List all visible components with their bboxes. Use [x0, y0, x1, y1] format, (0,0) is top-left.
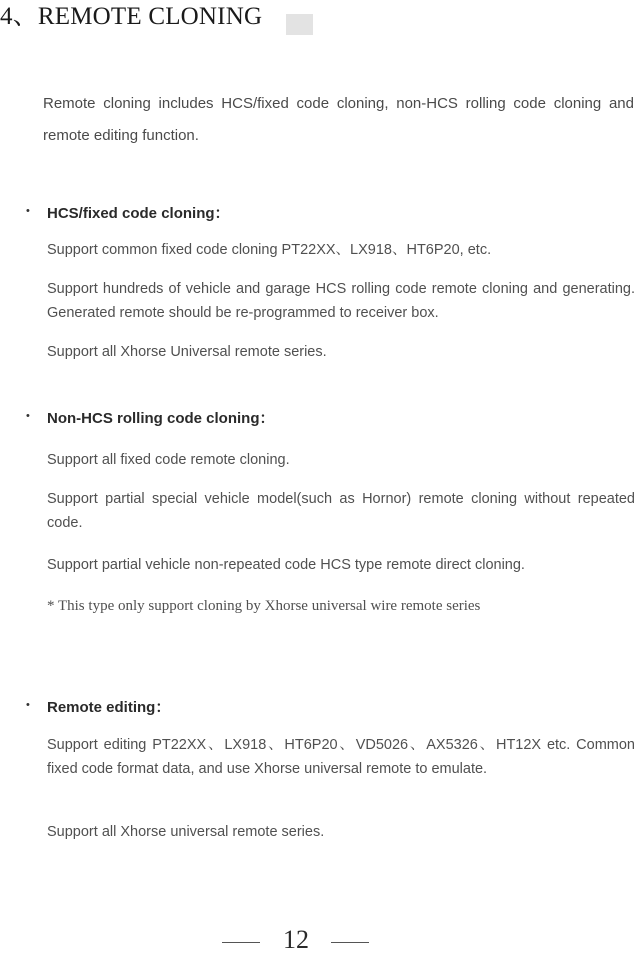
- bullet-icon: •: [26, 699, 30, 711]
- section-title-non-hcs-rolling-code: Non-HCS rolling code cloning：: [47, 410, 275, 427]
- section-title-remote-editing: Remote editing：: [47, 699, 171, 716]
- non-hcs-paragraph-2: Support partial special vehicle model(such as Hornor) remote cloning without repeated code.: [47, 491, 635, 531]
- footer-rule-left: [222, 942, 260, 943]
- hcs-paragraph-2: Support hundreds of vehicle and garage HCS rolling code remote cloning and generating. Generated remote should be re-programmed to receiver box.: [47, 281, 635, 321]
- bullet-icon: •: [26, 410, 30, 422]
- bullet-icon: •: [26, 205, 30, 217]
- non-hcs-paragraph-3: Support partial vehicle non-repeated code HCS type remote direct cloning.: [47, 557, 525, 573]
- non-hcs-paragraph-1: Support all fixed code remote cloning.: [47, 452, 290, 468]
- footer-rule-right: [331, 942, 369, 943]
- editing-paragraph-2: Support all Xhorse universal remote series.: [47, 824, 325, 840]
- page-title: 4、REMOTE CLONING: [0, 3, 263, 30]
- intro-paragraph: Remote cloning includes HCS/fixed code cloning, non-HCS rolling code cloning and remote editing function.: [43, 95, 634, 144]
- page-number: 12: [283, 925, 309, 954]
- section-title-hcs-fixed-code: HCS/fixed code cloning：: [47, 205, 230, 222]
- non-hcs-footnote: * This type only support cloning by Xhorse universal wire remote series: [47, 598, 481, 614]
- editing-paragraph-1: Support editing PT22XX、LX918、HT6P20、VD5026、AX5326、HT12X etc. Common fixed code format data, and use Xhorse universal remote to emulate.: [47, 737, 635, 777]
- hcs-paragraph-3: Support all Xhorse Universal remote series.: [47, 344, 327, 360]
- title-highlight-mark: [286, 14, 313, 35]
- hcs-paragraph-1: Support common fixed code cloning PT22XX、LX918、HT6P20, etc.: [47, 242, 492, 258]
